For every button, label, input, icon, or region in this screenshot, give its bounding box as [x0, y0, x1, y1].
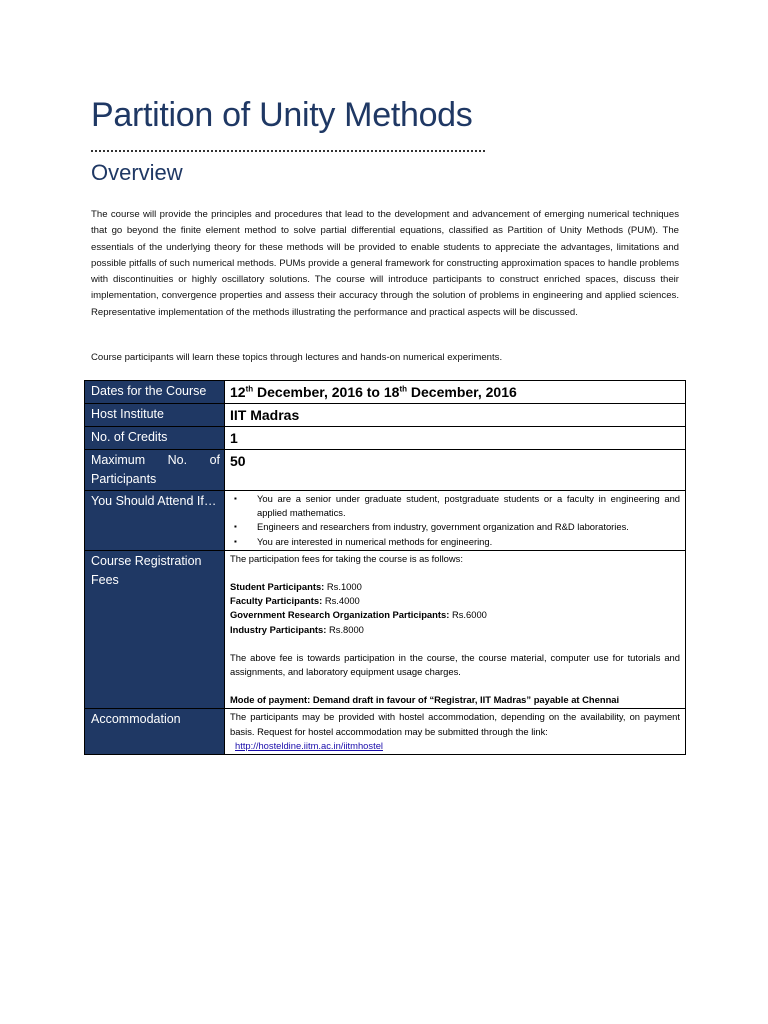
row-fees — [85, 550, 686, 709]
value-attend — [225, 491, 686, 551]
row-max-participants — [85, 450, 686, 491]
date-end-suffix: th — [399, 384, 408, 394]
fee-row-faculty — [230, 594, 680, 608]
label-host: Host Institute — [85, 404, 225, 427]
row-accommodation — [85, 709, 686, 755]
fee-name: Government Research Organization Participants: — [230, 609, 450, 621]
page-title: Partition of Unity Methods — [91, 96, 473, 134]
fee-row-student — [230, 580, 680, 594]
hostel-link[interactable]: http://hosteldine.iitm.ac.in/iitmhostel — [235, 739, 383, 751]
dotted-divider — [91, 150, 485, 154]
course-info-table — [84, 380, 686, 755]
label-fees: Course Registration Fees — [85, 550, 225, 709]
row-dates — [85, 381, 686, 404]
value-dates — [225, 381, 686, 404]
label-accommodation: Accommodation — [85, 709, 225, 755]
accommodation-text: The participants may be provided with hostel accommodation, depending on the availability, on payment basis. Request for hostel accommodation may be submitted through the link: — [230, 711, 680, 737]
date-start-day: 12 — [230, 384, 246, 400]
fee-row-government — [230, 608, 680, 622]
fee-name: Student Participants: — [230, 581, 325, 593]
attend-list-item: ▪ Engineers and researchers from industry, government organization and R&D laboratories. — [230, 520, 680, 534]
fees-intro: The participation fees for taking the course is as follows: — [230, 552, 463, 564]
fee-amount: Rs.1000 — [324, 581, 362, 593]
row-host — [85, 404, 686, 427]
fee-amount: Rs.4000 — [322, 595, 360, 607]
date-middle: December, 2016 to 18 — [253, 384, 400, 400]
value-host: IIT Madras — [225, 404, 686, 427]
attend-list — [230, 492, 680, 549]
payment-mode: Mode of payment: Demand draft in favour of “Registrar, IIT Madras” payable at Chennai — [230, 694, 620, 706]
fee-amount: Rs.6000 — [449, 609, 487, 621]
fee-row-industry — [230, 623, 680, 637]
row-credits — [85, 427, 686, 450]
row-attend — [85, 491, 686, 551]
fee-name: Industry Participants: — [230, 623, 327, 635]
overview-lead-sentence: Course participants will learn these topics through lectures and hands-on numerical experiments. — [91, 352, 503, 363]
value-max-participants: 50 — [225, 450, 686, 491]
label-max-participants: Maximum No. of Participants — [85, 450, 225, 491]
attend-list-item: ▪ You are interested in numerical methods for engineering. — [230, 535, 680, 549]
section-heading-overview: Overview — [91, 160, 183, 185]
value-accommodation — [225, 709, 686, 755]
date-end: December, 2016 — [407, 384, 517, 400]
value-credits: 1 — [225, 427, 686, 450]
attend-list-item: ▪ You are a senior under graduate student, postgraduate students or a faculty in engineering and applied mathematics. — [230, 492, 680, 520]
date-start-suffix: th — [245, 384, 254, 394]
fee-amount: Rs.8000 — [326, 623, 364, 635]
value-fees — [225, 550, 686, 709]
fees-note: The above fee is towards participation in the course, the course material, computer use for tutorials and assignments, and laboratory equipment usage charges. — [230, 651, 680, 678]
label-attend: You Should Attend If… — [85, 491, 225, 551]
fee-name: Faculty Participants: — [230, 595, 323, 607]
overview-paragraph: The course will provide the principles and procedures that lead to the development and advancement of emerging numerical techniques that go beyond the finite element method to solve partial differential equations, classified as Partition of Unity Methods (PUM). The essentials of the underlying theory for these methods will be provided to enable students to appreciate the advantages, limitations and possible pitfalls of such numerical methods. PUMs provide a general framework for constructing approximation spaces to handle problems with discontinuities or highly oscillatory solutions. The course will introduce participants to construct enriched spaces, discuss their implementation, convergence properties and assess their accuracy through the solution of problems in engineering and applied sciences. Representative implementation of the methods illustrating the performance and practical aspects will be discussed. — [91, 209, 679, 318]
label-dates: Dates for the Course — [85, 381, 225, 404]
label-credits: No. of Credits — [85, 427, 225, 450]
